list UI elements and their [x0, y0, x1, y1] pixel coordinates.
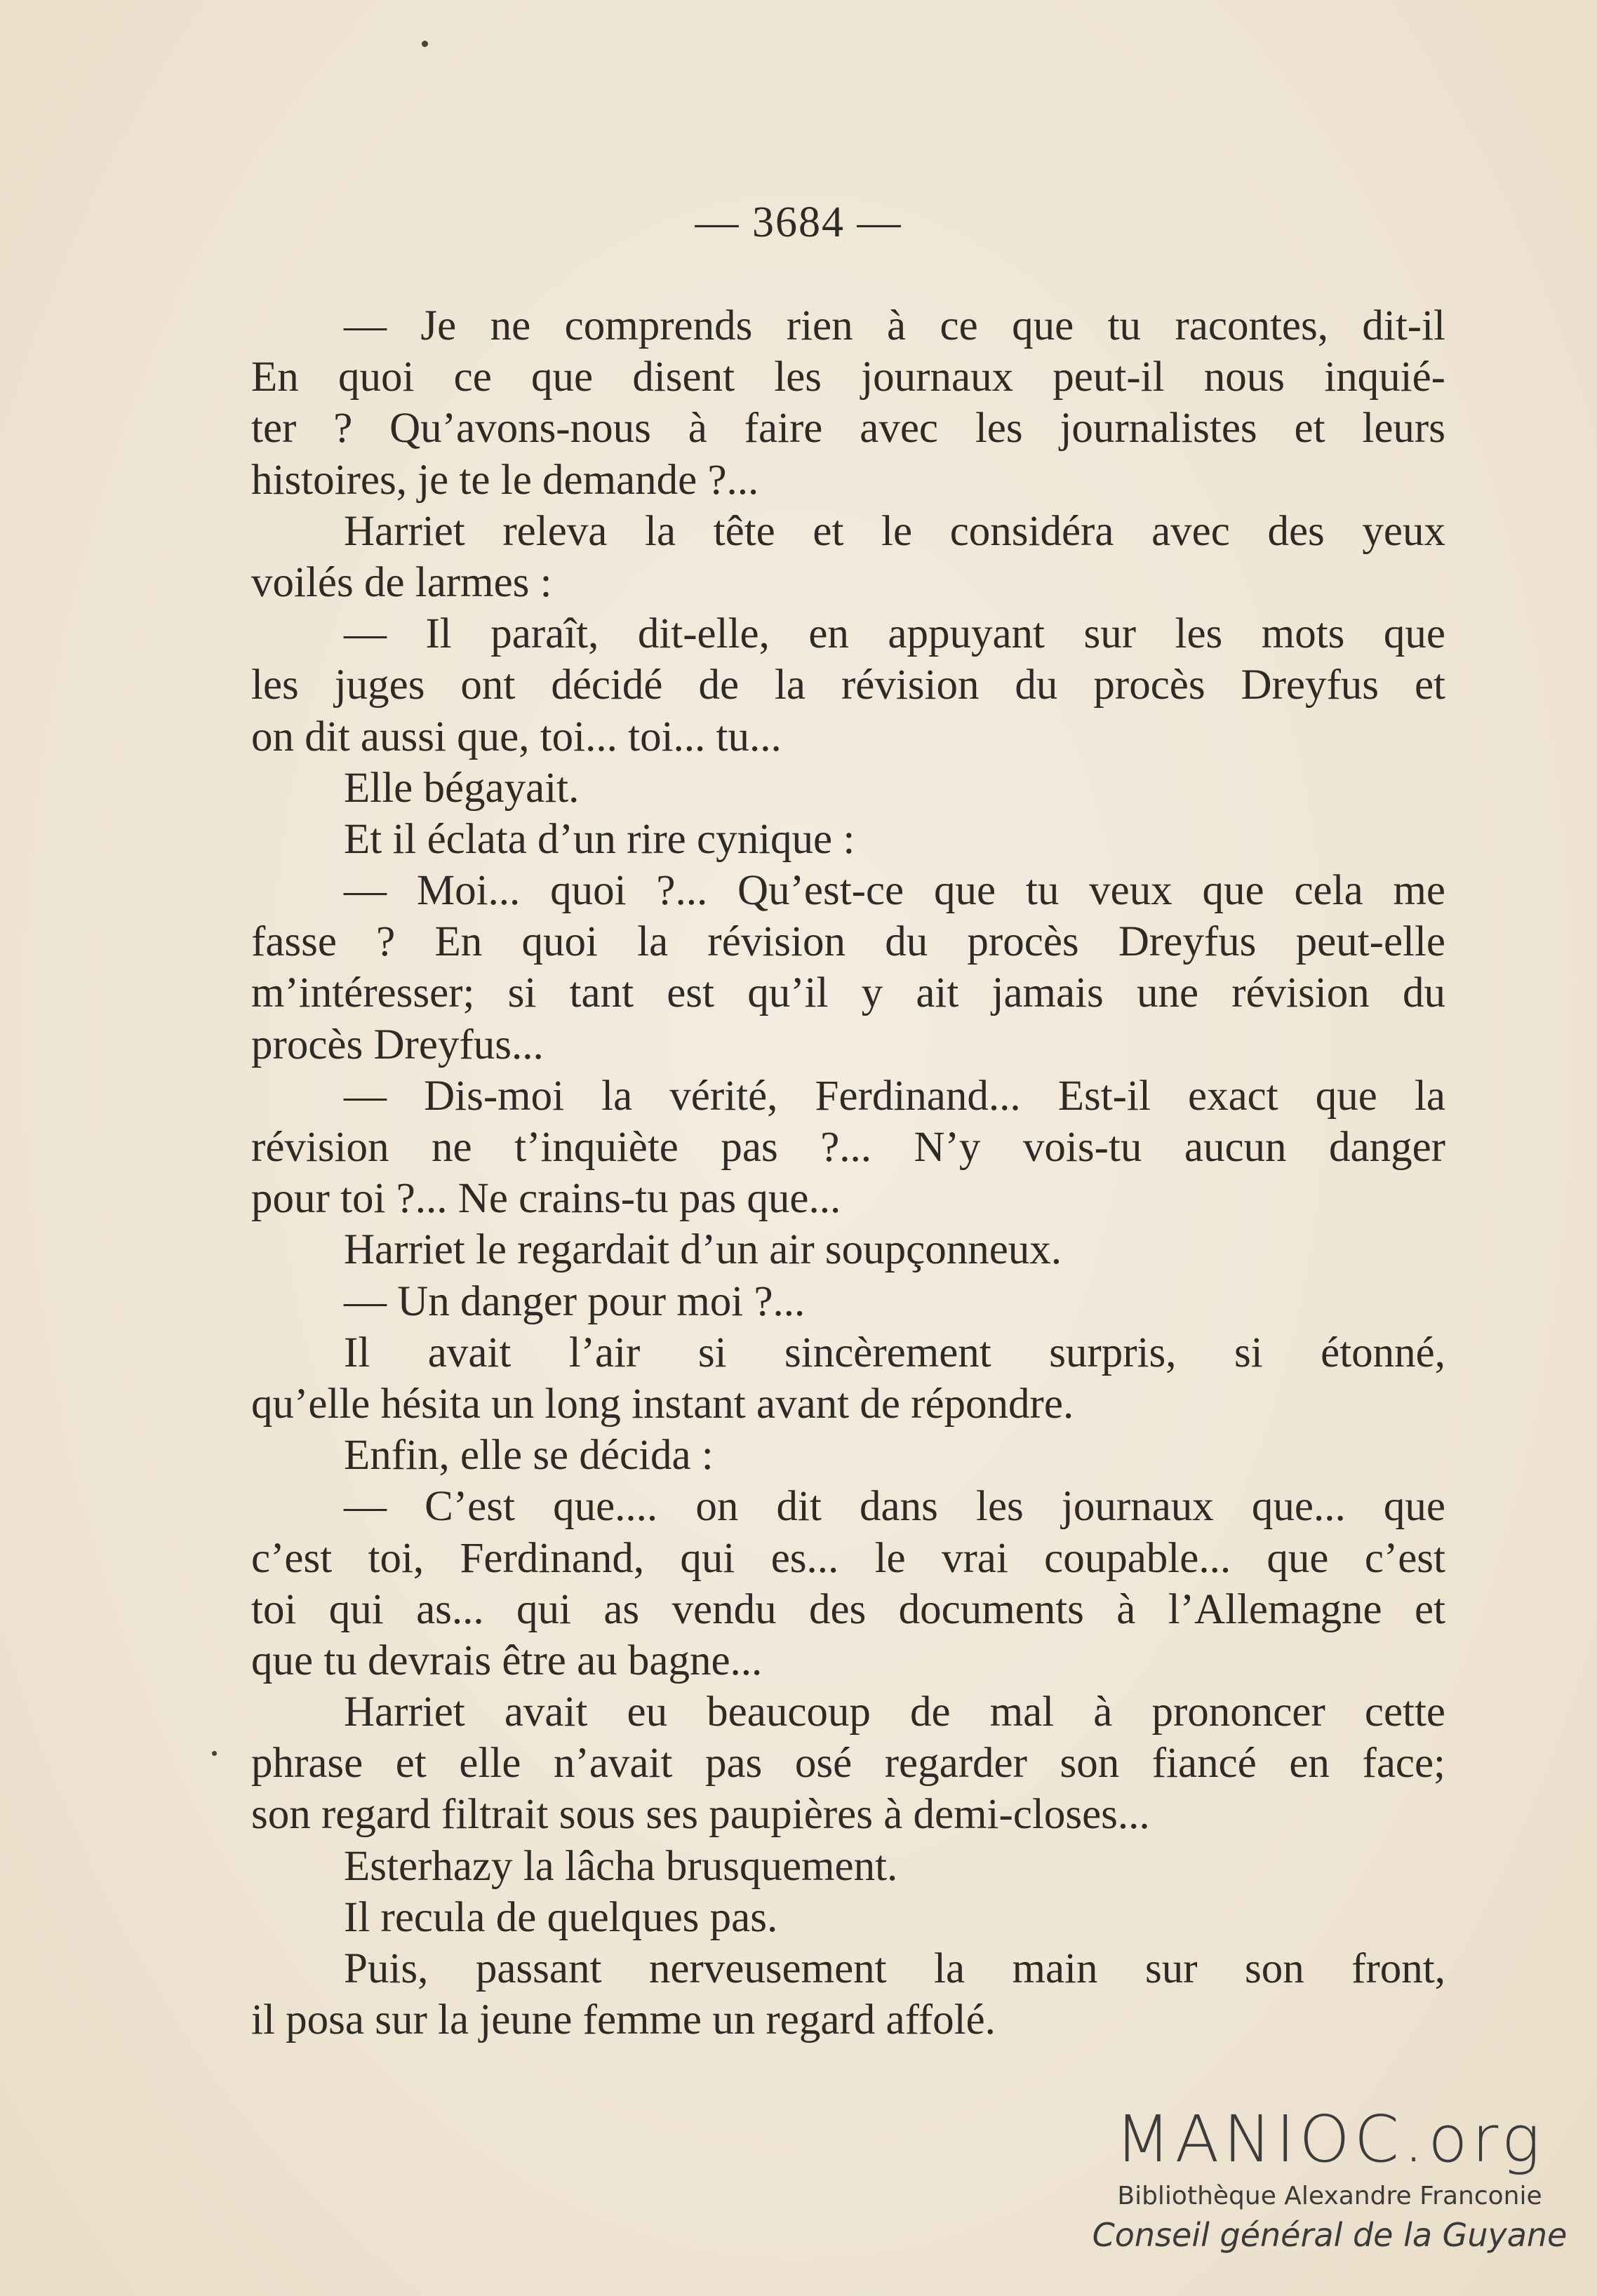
text-line: Il recula de quelques pas.: [344, 1893, 778, 1941]
ink-speck: [212, 1751, 217, 1756]
text-line: les juges ont décidé de la révision du procès Dreyfus et: [251, 662, 1445, 709]
text-line: — Je ne comprends rien à ce que tu racontes, dit-il: [344, 302, 1445, 349]
text-line: Harriet avait eu beaucoup de mal à prononcer cette: [344, 1689, 1445, 1736]
text-line: Et il éclata d’un rire cynique :: [344, 815, 855, 863]
council-name: Conseil général de la Guyane: [1092, 2216, 1568, 2254]
text-line: procès Dreyfus...: [251, 1021, 544, 1068]
text-line: En quoi ce que disent les journaux peut-il nous inquié-: [251, 354, 1445, 401]
text-line: ter ? Qu’avons-nous à faire avec les journalistes et leurs: [251, 405, 1445, 452]
body-text: [251, 300, 1445, 2046]
text-line: — Moi... quoi ?... Qu’est-ce que tu veux que cela me: [344, 867, 1445, 915]
text-line: — Il paraît, dit-elle, en appuyant sur les mots que: [344, 610, 1445, 658]
manioc-logo[interactable]: [1084, 2104, 1575, 2256]
text-line: pour toi ?... Ne crains-tu pas que...: [251, 1175, 841, 1223]
text-line: fasse ? En quoi la révision du procès Dreyfus peut-elle: [251, 918, 1445, 966]
text-line: toi qui as... qui as vendu des documents à l’Allemagne et: [251, 1585, 1445, 1633]
text-line: Enfin, elle se décida :: [344, 1432, 714, 1479]
text-line: — Dis-moi la vérité, Ferdinand... Est-il exact que la: [344, 1072, 1445, 1120]
manioc-logo-text: MANIOC.org: [1115, 2102, 1544, 2177]
text-line: qu’elle hésita un long instant avant de répondre.: [251, 1380, 1074, 1428]
text-line: histoires, je te le demande ?...: [251, 456, 759, 504]
text-line: révision ne t’inquiète pas ?... N’y vois-tu aucun danger: [251, 1124, 1445, 1171]
text-line: Harriet le regardait d’un air soupçonneux.: [344, 1226, 1062, 1274]
text-line: on dit aussi que, toi... toi... tu...: [251, 713, 782, 760]
text-line: Harriet releva la tête et le considéra avec des yeux: [344, 507, 1445, 555]
text-line: — Un danger pour moi ?...: [344, 1277, 806, 1325]
library-name: Bibliothèque Alexandre Franconie: [1117, 2182, 1542, 2210]
ink-speck: [422, 41, 428, 47]
text-line: m’intéresser; si tant est qu’il y ait jamais une révision du: [251, 969, 1445, 1017]
text-line: Elle bégayait.: [344, 764, 580, 812]
page-number: — 3684 —: [695, 199, 902, 246]
text-line: c’est toi, Ferdinand, qui es... le vrai coupable... que c’est: [251, 1534, 1445, 1582]
text-line: son regard filtrait sous ses paupières à demi-closes...: [251, 1791, 1150, 1839]
text-line: Esterhazy la lâcha brusquement.: [344, 1842, 898, 1890]
text-line: voilés de larmes :: [251, 558, 552, 606]
text-line: il posa sur la jeune femme un regard affolé.: [251, 1996, 996, 2044]
text-line: que tu devrais être au bagne...: [251, 1637, 763, 1684]
text-line: Puis, passant nerveusement la main sur son front,: [344, 1945, 1445, 1992]
text-line: phrase et elle n’avait pas osé regarder son fiancé en face;: [251, 1740, 1445, 1787]
text-line: — C’est que.... on dit dans les journaux que... que: [344, 1483, 1445, 1531]
text-line: Il avait l’air si sincèrement surpris, si étonné,: [344, 1329, 1445, 1376]
